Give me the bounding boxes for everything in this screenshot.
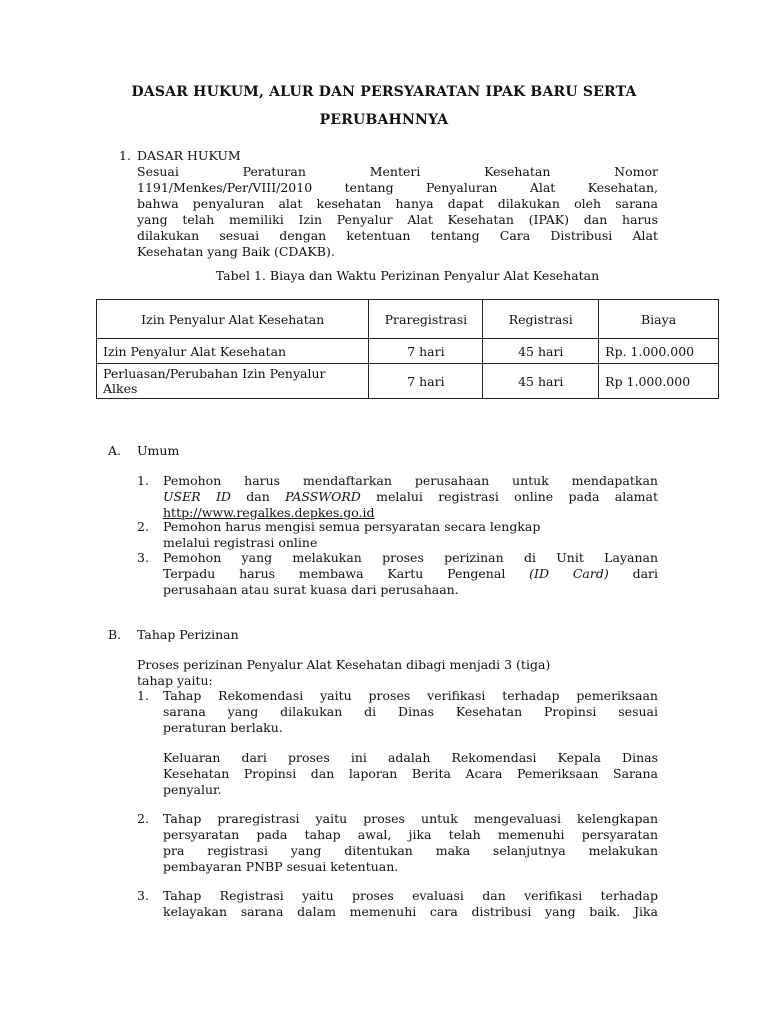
title-line-1: DASAR HUKUM, ALUR DAN PERSYARATAN IPAK BARU SERTA	[131, 84, 637, 100]
section-a-item-3	[163, 550, 658, 598]
item-line: melalui registrasi online	[163, 535, 318, 550]
item-line: Kesehatan Propinsi dan laporan Berita Acara Pemeriksaan Sarana	[163, 766, 658, 781]
item-line: pra registrasi yang ditentukan maka selanjutnya melakukan	[163, 843, 658, 858]
item-line: Tahap Registrasi yaitu proses evaluasi dan verifikasi terhadap	[163, 888, 658, 903]
section-a-item-2	[163, 519, 658, 551]
section-1-line: Kesehatan yang Baik (CDAKB).	[137, 244, 335, 259]
table-cell: Rp. 1.000.000	[599, 339, 719, 364]
section-b-item-1-extra	[163, 750, 658, 798]
table-header-cell: Registrasi	[483, 300, 599, 339]
item-line: Pemohon harus mengisi semua persyaratan secara lengkap	[163, 519, 541, 534]
item-line: Tahap Rekomendasi yaitu proses verifikasi terhadap pemeriksaan	[163, 688, 658, 703]
item-line: USER ID dan PASSWORD melalui registrasi online pada alamat	[163, 489, 658, 504]
password-text: PASSWORD	[285, 489, 361, 504]
item-line: sarana yang dilakukan di Dinas Kesehatan Propinsi sesuai	[163, 704, 658, 719]
table-cell: 7 hari	[369, 364, 483, 399]
section-b-item-2	[163, 811, 658, 875]
intro-line: Proses perizinan Penyalur Alat Kesehatan dibagi menjadi 3 (tiga)	[137, 657, 551, 672]
item-line: Pemohon harus mendaftarkan perusahaan untuk mendapatkan	[163, 473, 658, 488]
table-header-cell: Praregistrasi	[369, 300, 483, 339]
section-a-letter: A.	[108, 443, 122, 458]
table-caption: Tabel 1. Biaya dan Waktu Perizinan Penyalur Alat Kesehatan	[215, 268, 600, 283]
section-1-number: 1.	[119, 148, 131, 163]
item-line: Terpadu harus membawa Kartu Pengenal (ID Card) dari	[163, 566, 658, 581]
table-cell: 45 hari	[483, 364, 599, 399]
section-b-item-3-number: 3.	[137, 888, 149, 903]
table-cell: 45 hari	[483, 339, 599, 364]
item-line: Keluaran dari proses ini adalah Rekomendasi Kepala Dinas	[163, 750, 658, 765]
table-header-row	[97, 300, 719, 339]
section-1-line: Sesuai Peraturan Menteri Kesehatan Nomor	[137, 164, 658, 179]
section-1-line: yang telah memiliki Izin Penyalur Alat Kesehatan (IPAK) dan harus	[137, 212, 658, 227]
section-1-line: 1191/Menkes/Per/VIII/2010 tentang Penyaluran Alat Kesehatan,	[137, 180, 658, 195]
table-cell: Perluasan/Perubahan Izin Penyalur Alkes	[97, 364, 369, 399]
section-a-heading: Umum	[137, 443, 180, 458]
table-header-cell: Izin Penyalur Alat Kesehatan	[97, 300, 369, 339]
item-line: Tahap praregistrasi yaitu proses untuk mengevaluasi kelengkapan	[163, 811, 658, 826]
table-cell: 7 hari	[369, 339, 483, 364]
table-cell: Izin Penyalur Alat Kesehatan	[97, 339, 369, 364]
user-id-text: USER ID	[163, 489, 231, 504]
item-line: kelayakan sarana dalam memenuhi cara distribusi yang baik. Jika	[163, 904, 658, 919]
section-1-heading: DASAR HUKUM	[137, 148, 241, 163]
section-b-item-3	[163, 888, 658, 920]
section-b-item-1-number: 1.	[137, 688, 149, 703]
item-line: perusahaan atau surat kuasa dari perusahaan.	[163, 582, 459, 597]
item-line: Pemohon yang melakukan proses perizinan di Unit Layanan	[163, 550, 658, 565]
section-a-item-1	[163, 473, 658, 521]
section-1-line: dilakukan sesuai dengan ketentuan tentang Cara Distribusi Alat	[137, 228, 658, 243]
section-a-item-2-number: 2.	[137, 519, 149, 534]
item-line: persyaratan pada tahap awal, jika telah memenuhi persyaratan	[163, 827, 658, 842]
table-row	[97, 339, 719, 364]
table-header-cell: Biaya	[599, 300, 719, 339]
section-a-item-1-number: 1.	[137, 473, 149, 488]
regalkes-link[interactable]: http://www.regalkes.depkes.go.id	[163, 505, 375, 520]
id-card-text: (ID Card)	[529, 566, 609, 581]
title-line-2: PERUBAHNNYA	[319, 112, 449, 128]
section-b-item-2-number: 2.	[137, 811, 149, 826]
section-b-heading: Tahap Perizinan	[137, 627, 239, 642]
document-title	[100, 78, 668, 134]
section-a-item-3-number: 3.	[137, 550, 149, 565]
item-line: peraturan berlaku.	[163, 720, 283, 735]
section-b-letter: B.	[108, 627, 122, 642]
intro-line: tahap yaitu:	[137, 673, 213, 688]
table-row	[97, 364, 719, 399]
table-cell: Rp 1.000.000	[599, 364, 719, 399]
item-line: pembayaran PNBP sesuai ketentuan.	[163, 859, 399, 874]
item-line: penyalur.	[163, 782, 222, 797]
section-b-intro	[137, 657, 658, 689]
section-1-body	[137, 164, 658, 260]
section-1-line: bahwa penyaluran alat kesehatan hanya dapat dilakukan oleh sarana	[137, 196, 658, 211]
fee-table	[96, 299, 719, 399]
section-b-item-1	[163, 688, 658, 736]
